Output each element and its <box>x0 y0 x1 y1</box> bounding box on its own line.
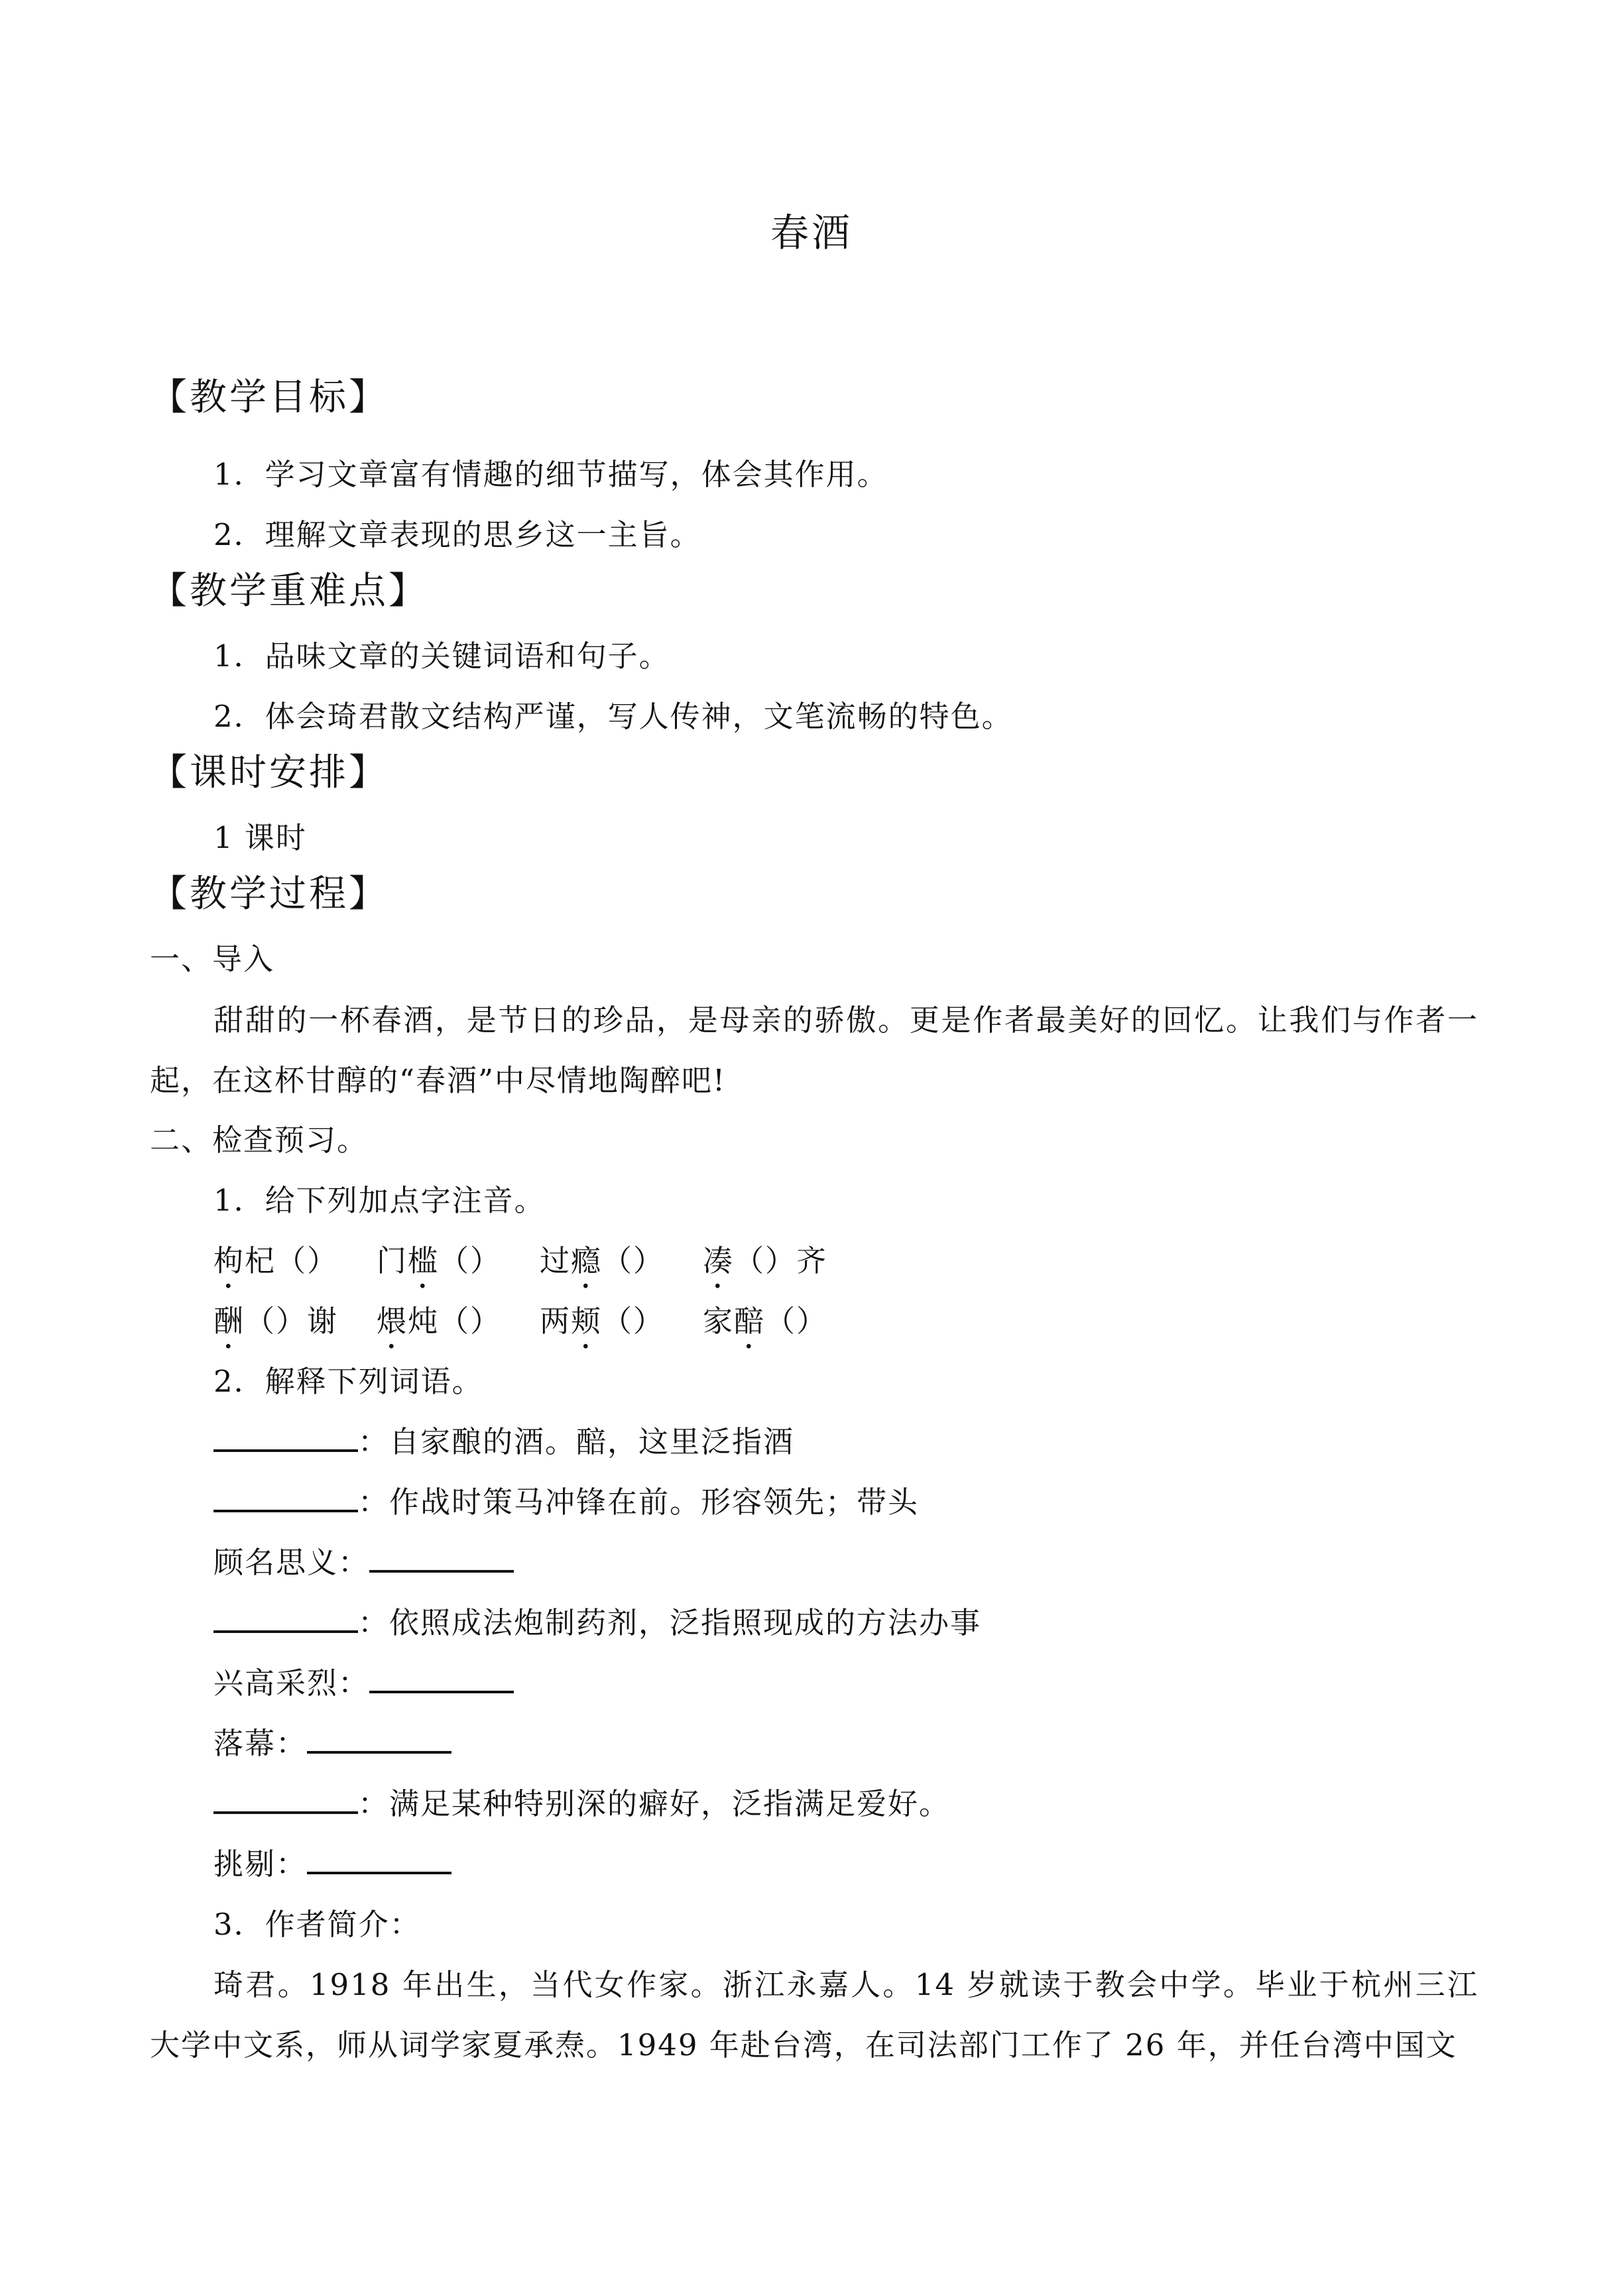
answer-blank[interactable] <box>369 1545 514 1573</box>
keypoints-heading: 【教学重难点】 <box>150 570 428 613</box>
pinyin-row <box>213 1241 866 1296</box>
pinyin-item: 两颊（） <box>540 1303 665 1339</box>
answer-blank[interactable] <box>213 1605 358 1633</box>
dotted-character: 槛 <box>408 1243 440 1278</box>
process-heading: 【教学过程】 <box>150 873 389 916</box>
author-bio-paragraph: 琦君。1918 年出生，当代女作家。浙江永嘉人。14 岁就读于教会中学。毕业于杭州三江大学中文系，师从词学家夏承焘。1949 年赴台湾，在司法部门工作了 26 年，并任台湾中国文 <box>150 1967 1478 2063</box>
vocab-line: ：自家酿的酒。醅，这里泛指酒 <box>213 1422 794 1462</box>
answer-blank[interactable] <box>213 1484 358 1512</box>
keypoint-item: 1．品味文章的关键词语和句子。 <box>213 638 670 674</box>
answer-blank[interactable] <box>369 1665 514 1693</box>
dotted-character: 煨 <box>377 1303 408 1339</box>
vocab-question-label: 2．解释下列词语。 <box>213 1364 483 1399</box>
pinyin-item: 酬（）谢 <box>213 1303 339 1339</box>
author-question-label: 3．作者简介： <box>213 1907 421 1942</box>
pinyin-item: 煨炖（） <box>377 1303 502 1339</box>
objectives-heading: 【教学目标】 <box>150 376 389 419</box>
keypoint-item: 2．体会琦君散文结构严谨，写人传神，文笔流畅的特色。 <box>213 699 1013 734</box>
pinyin-question-label: 1．给下列加点字注音。 <box>213 1183 546 1218</box>
dotted-character: 瘾 <box>571 1243 603 1278</box>
document-title: 春酒 <box>770 210 853 255</box>
dotted-character: 颊 <box>571 1303 603 1339</box>
dotted-character: 凑 <box>703 1243 735 1278</box>
intro-heading: 一、导入 <box>150 941 275 977</box>
schedule-text: 1 课时 <box>213 820 307 855</box>
vocab-line: 挑剔： <box>213 1844 451 1884</box>
pinyin-item: 家醅（） <box>703 1303 828 1339</box>
answer-blank[interactable] <box>307 1726 451 1754</box>
schedule-heading: 【课时安排】 <box>150 751 389 794</box>
vocab-line: 落幕： <box>213 1724 451 1764</box>
answer-blank[interactable] <box>307 1846 451 1874</box>
vocab-line: ：依照成法炮制药剂，泛指照现成的方法办事 <box>213 1603 981 1643</box>
pinyin-item: 凑（）齐 <box>703 1243 828 1278</box>
intro-paragraph: 甜甜的一杯春酒，是节日的珍品，是母亲的骄傲。更是作者最美好的回忆。让我们与作者一起，在这杯甘醇的“春酒”中尽情地陶醉吧! <box>150 1002 1478 1098</box>
pinyin-row <box>213 1301 866 1356</box>
vocab-line: ：作战时策马冲锋在前。形容领先；带头 <box>213 1482 919 1522</box>
answer-blank[interactable] <box>213 1424 358 1452</box>
vocab-line: ：满足某种特别深的癖好，泛指满足爱好。 <box>213 1784 950 1824</box>
vocab-line: 兴高采烈： <box>213 1663 514 1703</box>
dotted-character: 酬 <box>213 1303 245 1339</box>
dotted-character: 枸 <box>213 1243 245 1278</box>
pinyin-item: 枸杞（） <box>213 1243 339 1278</box>
pinyin-item: 门槛（） <box>377 1243 502 1278</box>
objective-item: 2．理解文章表现的思乡这一主旨。 <box>213 517 701 552</box>
objective-item: 1．学习文章富有情趣的细节描写，体会其作用。 <box>213 457 888 492</box>
dotted-character: 醅 <box>734 1303 766 1339</box>
preview-heading: 二、检查预习。 <box>150 1122 369 1158</box>
vocab-line: 顾名思义： <box>213 1543 514 1583</box>
pinyin-item: 过瘾（） <box>540 1243 665 1278</box>
answer-blank[interactable] <box>213 1786 358 1814</box>
